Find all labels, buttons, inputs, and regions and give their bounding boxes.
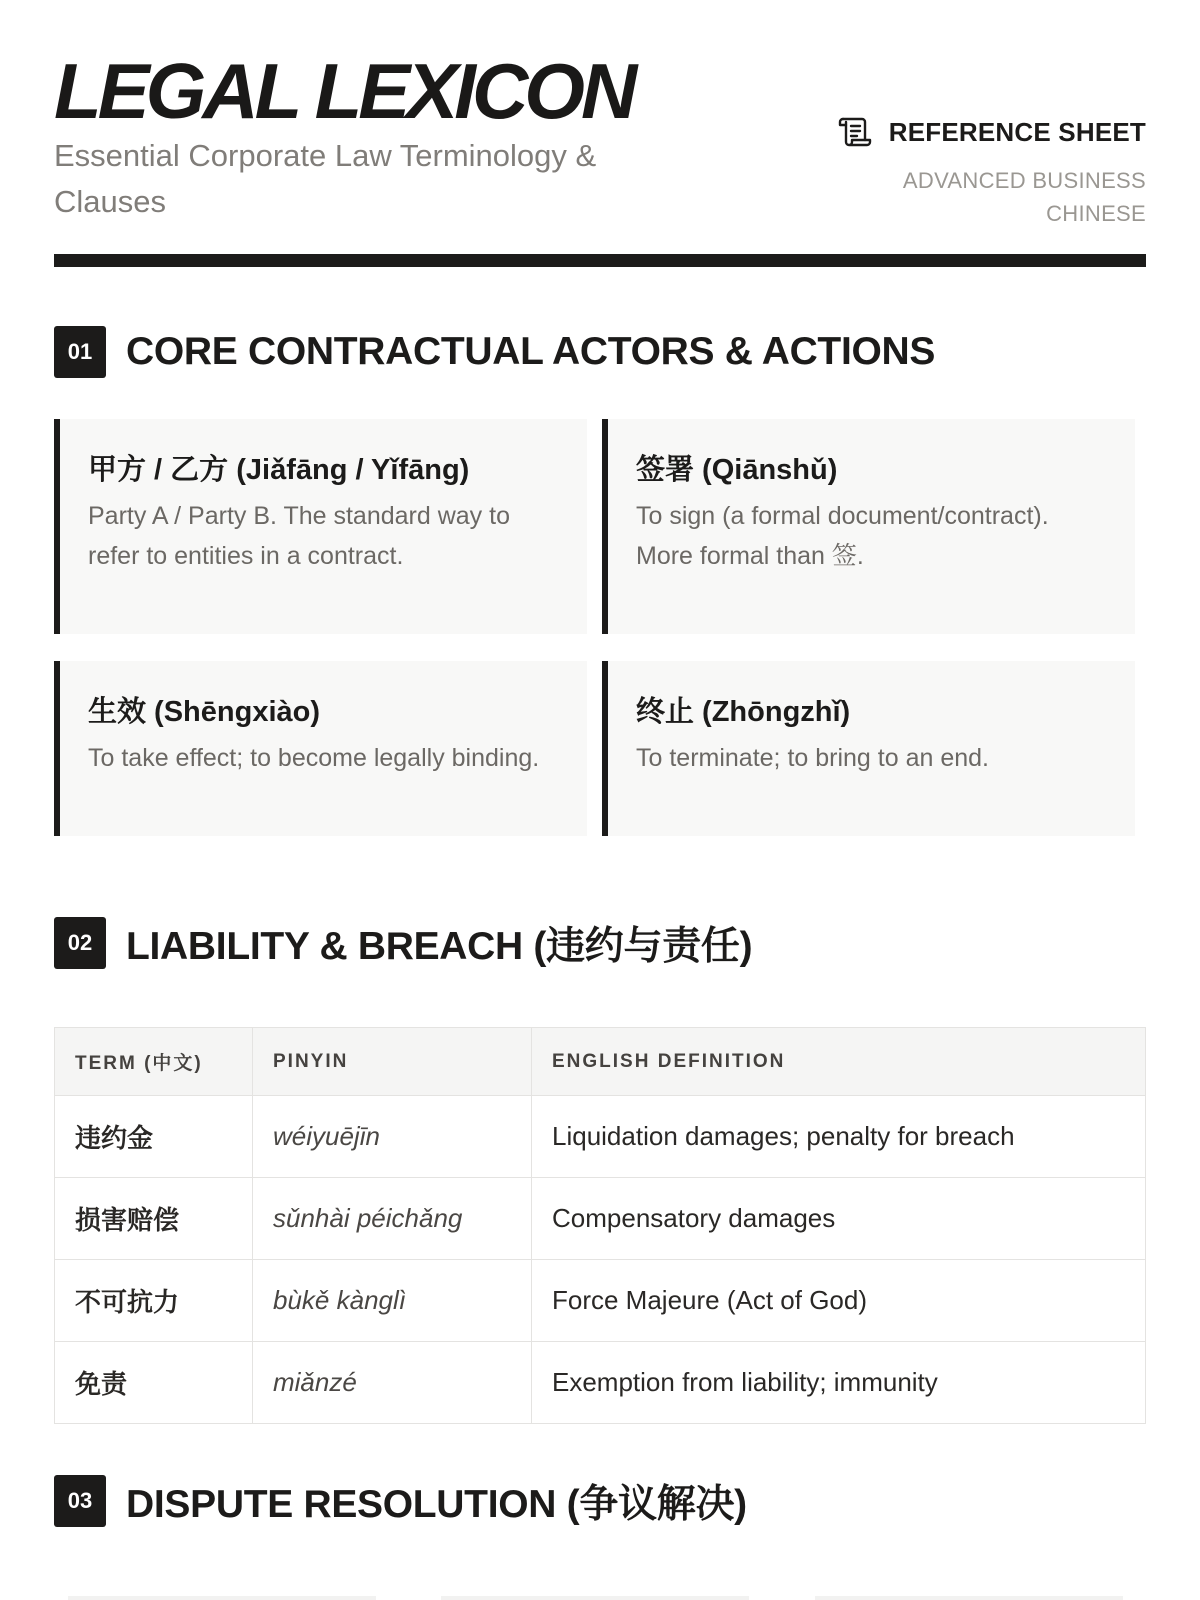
cell-definition: Compensatory damages — [532, 1178, 1146, 1260]
cell-term: 违约金 — [55, 1096, 253, 1178]
term-card-parties — [54, 419, 587, 634]
course-label: ADVANCED BUSINESS CHINESE — [902, 168, 1146, 226]
column-header-pinyin: PINYIN — [253, 1028, 532, 1096]
card-term: 签署 (Qiānshǔ) — [636, 454, 838, 486]
table-row — [55, 1096, 1146, 1178]
cell-pinyin: bùkě kànglì — [253, 1260, 532, 1342]
column-header-definition: ENGLISH DEFINITION — [532, 1028, 1146, 1096]
section-title: LIABILITY & BREACH (违约与责任) — [126, 925, 753, 968]
section-title: DISPUTE RESOLUTION (争议解决) — [126, 1483, 747, 1526]
card-term: 终止 (Zhōngzhǐ) — [636, 696, 851, 728]
column-header-term: TERM (中文) — [55, 1028, 253, 1096]
header-divider — [54, 254, 1146, 267]
page-subtitle: Essential Corporate Law Terminology & Clauses — [54, 138, 597, 219]
table-row — [55, 1260, 1146, 1342]
cell-pinyin: miǎnzé — [253, 1342, 532, 1424]
term-card-take-effect — [54, 661, 587, 836]
liability-terms-table — [54, 1027, 1146, 1424]
term-card-sign — [602, 419, 1135, 634]
cell-pinyin: wéiyuējīn — [253, 1096, 532, 1178]
section-number-badge: 01 — [54, 326, 106, 378]
card-definition: To terminate; to bring to an end. — [636, 744, 989, 772]
cell-term: 损害赔偿 — [55, 1178, 253, 1260]
card-definition: To sign (a formal document/contract). More formal than 签. — [636, 502, 1049, 570]
section-header-01 — [54, 326, 935, 378]
cell-term: 免责 — [55, 1342, 253, 1424]
cut-off-card — [441, 1596, 749, 1600]
page-title: LEGAL LEXICON — [54, 47, 634, 135]
card-term: 甲方 / 乙方 (Jiǎfāng / Yǐfāng) — [88, 454, 470, 486]
cut-off-card — [68, 1596, 376, 1600]
header — [54, 0, 1146, 267]
table-row — [55, 1178, 1146, 1260]
section-number-badge: 03 — [54, 1475, 106, 1527]
section-header-03 — [54, 1473, 747, 1529]
cell-term: 不可抗力 — [55, 1260, 253, 1342]
table-row — [55, 1342, 1146, 1424]
section-header-02 — [54, 915, 752, 971]
card-term: 生效 (Shēngxiào) — [88, 696, 321, 728]
cell-pinyin: sǔnhài péichǎng — [253, 1178, 532, 1260]
cell-definition: Liquidation damages; penalty for breach — [532, 1096, 1146, 1178]
cell-definition: Force Majeure (Act of God) — [532, 1260, 1146, 1342]
scroll-icon — [837, 114, 873, 150]
section-number-badge: 02 — [54, 917, 106, 969]
reference-block — [837, 114, 1146, 230]
cell-definition: Exemption from liability; immunity — [532, 1342, 1146, 1424]
card-definition: Party A / Party B. The standard way to refer to entities in a contract. — [88, 502, 510, 570]
section-title: CORE CONTRACTUAL ACTORS & ACTIONS — [126, 330, 936, 373]
table-header-row — [55, 1028, 1146, 1096]
cut-off-card — [815, 1596, 1123, 1600]
reference-label: REFERENCE SHEET — [888, 116, 1146, 147]
card-definition: To take effect; to become legally binding. — [88, 744, 540, 772]
term-card-terminate — [602, 661, 1135, 836]
